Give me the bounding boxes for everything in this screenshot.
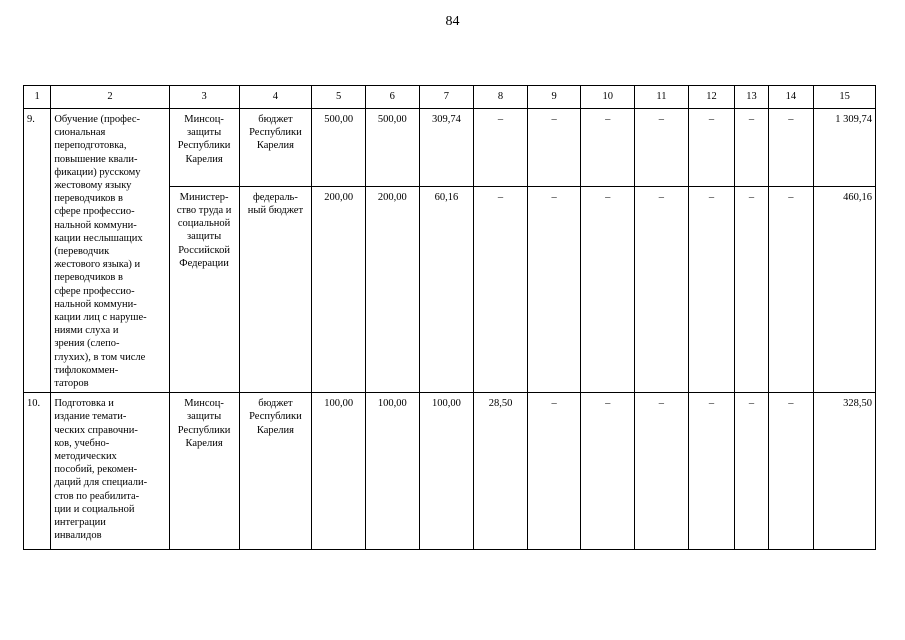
executor-cell: Минсоц- защиты Республики Карелия [169, 393, 239, 550]
column-header: 2 [51, 86, 169, 109]
column-header: 7 [419, 86, 474, 109]
column-header: 1 [24, 86, 51, 109]
value-cell: 100,00 [419, 393, 474, 550]
value-cell: – [581, 393, 635, 550]
total-cell: 328,50 [814, 393, 876, 550]
value-cell: 200,00 [365, 186, 419, 393]
column-header: 12 [688, 86, 735, 109]
value-cell: – [635, 393, 689, 550]
value-cell: – [581, 109, 635, 187]
value-cell: 60,16 [419, 186, 474, 393]
table-header-row [24, 86, 876, 109]
total-cell: 460,16 [814, 186, 876, 393]
value-cell: – [581, 186, 635, 393]
column-header: 4 [239, 86, 312, 109]
column-header: 13 [735, 86, 768, 109]
value-cell: – [688, 393, 735, 550]
value-cell: 100,00 [312, 393, 366, 550]
funding-source-cell: федераль- ный бюджет [239, 186, 312, 393]
value-cell: – [527, 109, 581, 187]
value-cell: 100,00 [365, 393, 419, 550]
row-number: 10. [24, 393, 51, 550]
value-cell: – [527, 186, 581, 393]
value-cell: – [768, 393, 814, 550]
column-header: 15 [814, 86, 876, 109]
value-cell: – [688, 109, 735, 187]
value-cell: – [768, 109, 814, 187]
funding-source-cell: бюджет Республики Карелия [239, 393, 312, 550]
value-cell: – [688, 186, 735, 393]
value-cell: – [735, 109, 768, 187]
value-cell: – [735, 393, 768, 550]
activity-name: Подготовка и издание темати- ческих справочни- ков, учебно- методических пособий, рекомен- даций для специали- стов по реабилита- ции и социальной интеграции инвалидов [51, 393, 169, 550]
column-header: 6 [365, 86, 419, 109]
value-cell: 28,50 [474, 393, 528, 550]
value-cell: – [527, 393, 581, 550]
table-row [24, 109, 876, 187]
value-cell: – [474, 109, 528, 187]
budget-table [23, 85, 876, 550]
executor-cell: Министер- ство труда и социальной защиты Российской Федерации [169, 186, 239, 393]
value-cell: – [768, 186, 814, 393]
column-header: 8 [474, 86, 528, 109]
value-cell: – [635, 109, 689, 187]
column-header: 10 [581, 86, 635, 109]
table-row [24, 393, 876, 550]
total-cell: 1 309,74 [814, 109, 876, 187]
value-cell: 309,74 [419, 109, 474, 187]
activity-name: Обучение (профес- сиональная переподготовка, повышение квали- фикации) русскому жестовому языку переводчиков в сфере профессио- нальной коммуни- кации неслышащих (переводчик жестового языка) и переводчиков в сфере профессио- нальной коммуни- кации лиц с наруше- ниями слуха и зрения (слепо- глухих), в том числе тифлокоммен- таторов [51, 109, 169, 393]
value-cell: – [735, 186, 768, 393]
column-header: 5 [312, 86, 366, 109]
value-cell: 200,00 [312, 186, 366, 393]
executor-cell: Минсоц- защиты Республики Карелия [169, 109, 239, 187]
value-cell: – [474, 186, 528, 393]
column-header: 9 [527, 86, 581, 109]
value-cell: 500,00 [365, 109, 419, 187]
value-cell: – [635, 186, 689, 393]
funding-source-cell: бюджет Республики Карелия [239, 109, 312, 187]
column-header: 11 [635, 86, 689, 109]
column-header: 14 [768, 86, 814, 109]
row-number: 9. [24, 109, 51, 393]
value-cell: 500,00 [312, 109, 366, 187]
column-header: 3 [169, 86, 239, 109]
page-number: 84 [445, 14, 460, 29]
